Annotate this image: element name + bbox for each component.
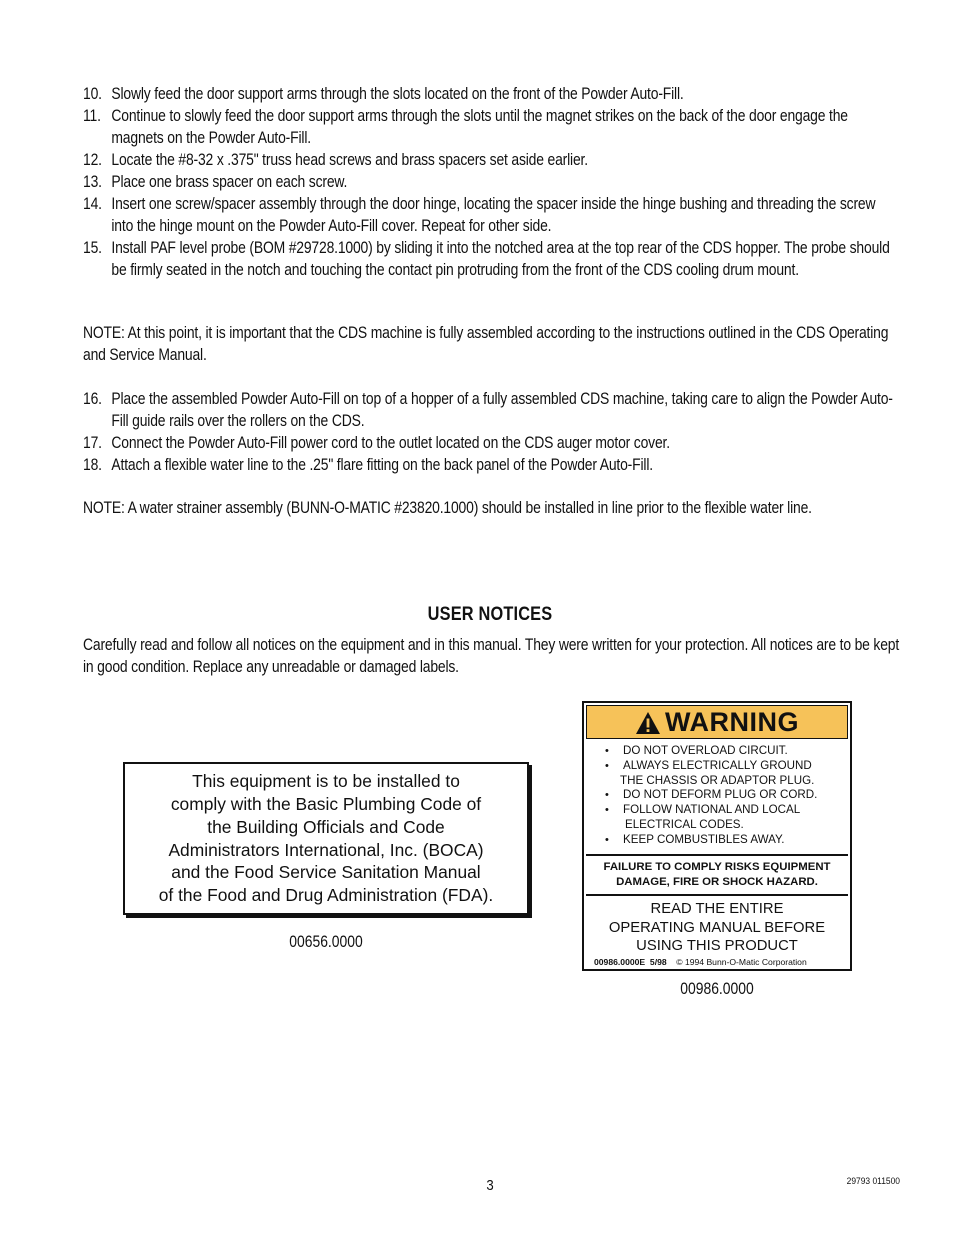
label-line: the Building Officials and Code <box>207 816 445 837</box>
step-text: Install PAF level probe (BOM #29728.1000) by sliding it into the notched area at the top rear of the CDS hopper. The probe should be firmly seated in the notch and touching the contact pin protruding from the front of the CDS cooling drum mount. <box>111 239 890 279</box>
instruction-step <box>83 454 899 476</box>
step-number: 17. <box>83 434 102 452</box>
plumbing-label-part-number: 00656.0000 <box>289 933 363 951</box>
instruction-step <box>83 149 899 171</box>
warning-header <box>586 705 848 739</box>
step-text: Locate the #8-32 x .375" truss head screws and brass spacers set aside earlier. <box>111 151 588 169</box>
section-title: USER NOTICES <box>427 604 553 625</box>
label-footer <box>594 957 807 967</box>
label-date: 5/98 <box>649 957 667 967</box>
step-number: 11. <box>83 107 101 125</box>
user-notices-intro: Carefully read and follow all notices on the equipment and in this manual. They were written for your protection. All notices are to be kept in good condition. Replace any unreadable or damaged labels. <box>83 636 900 676</box>
instruction-step <box>83 388 899 432</box>
instruction-steps-b <box>83 388 899 476</box>
warning-text: DO NOT DEFORM PLUG OR CORD. <box>623 788 818 802</box>
warning-label <box>582 701 852 971</box>
bullet-icon: • <box>605 804 609 817</box>
warning-item <box>590 788 848 803</box>
label-line: comply with the Basic Plumbing Code of <box>170 793 482 814</box>
warning-text: DO NOT OVERLOAD CIRCUIT. <box>623 744 788 757</box>
label-line: of the Food and Drug Administration (FDA). <box>158 885 494 906</box>
read-line: USING THIS PRODUCT <box>636 938 798 955</box>
document-code: 29793 011500 <box>846 1175 900 1186</box>
step-number: 13. <box>83 173 102 191</box>
warning-title: WARNING <box>665 706 799 737</box>
warning-text: KEEP COMBUSTIBLES AWAY. <box>623 832 785 846</box>
step-number: 10. <box>83 85 102 103</box>
alert-triangle-icon <box>635 711 661 735</box>
plumbing-code-label <box>123 762 529 915</box>
failure-statement <box>586 854 848 896</box>
step-number: 12. <box>83 151 102 169</box>
warning-label-part-number: 00986.0000 <box>680 980 754 998</box>
page-number: 3 <box>486 1177 494 1194</box>
step-number: 14. <box>83 195 102 213</box>
bullet-icon: • <box>605 759 609 772</box>
failure-line: DAMAGE, FIRE OR SHOCK HAZARD. <box>616 876 818 888</box>
instruction-step <box>83 83 899 105</box>
step-text: Continue to slowly feed the door support arms through the slots until the magnet strikes on the back of the door engage the magnets on the Powder Auto-Fill. <box>111 107 848 147</box>
instruction-step <box>83 432 899 454</box>
step-text: Place one brass spacer on each screw. <box>111 173 348 191</box>
instruction-step <box>83 193 899 237</box>
warning-list <box>590 744 848 848</box>
instruction-step <box>83 237 899 281</box>
label-copyright: © 1994 Bunn-O-Matic Corporation <box>676 957 807 967</box>
warning-text: FOLLOW NATIONAL AND LOCAL <box>623 803 801 817</box>
bullet-icon: • <box>605 745 609 757</box>
label-code: 00986.0000E <box>594 957 646 967</box>
label-line: Administrators International, Inc. (BOCA) <box>168 839 484 860</box>
warning-item <box>590 833 848 848</box>
step-text: Slowly feed the door support arms through the slots located on the front of the Powder Auto-Fill. <box>111 85 684 103</box>
warning-text: ALWAYS ELECTRICALLY GROUND <box>623 758 812 772</box>
step-text: Insert one screw/spacer assembly through the door hinge, locating the spacer inside the hinge bushing and threading the screw into the hinge mount on the Powder Auto-Fill cover. Repeat for other side. <box>111 195 876 235</box>
bullet-icon: • <box>605 833 609 846</box>
instruction-step <box>83 171 899 193</box>
instruction-steps-a <box>83 83 899 281</box>
warning-text-cont: ELECTRICAL CODES. <box>625 817 744 831</box>
instruction-step <box>83 105 899 149</box>
warning-text-cont: THE CHASSIS OR ADAPTOR PLUG. <box>620 773 815 787</box>
strainer-note: NOTE: A water strainer assembly (BUNN-O-MATIC #23820.1000) should be installed in line prior to the flexible water line. <box>83 499 812 517</box>
step-text: Place the assembled Powder Auto-Fill on top of a hopper of a fully assembled CDS machine, taking care to align the Powder Auto-Fill guide rails over the rollers on the CDS. <box>111 390 893 430</box>
step-number: 16. <box>83 390 102 408</box>
bullet-icon: • <box>605 789 609 802</box>
assembly-note: NOTE: At this point, it is important that the CDS machine is fully assembled according to the instructions outlined in the CDS Operating and Service Manual. <box>83 324 889 364</box>
warning-item <box>590 759 848 789</box>
warning-item <box>590 744 848 759</box>
read-manual-statement <box>586 900 848 956</box>
read-line: READ THE ENTIRE <box>650 901 784 917</box>
plumbing-code-text <box>159 770 493 907</box>
warning-item <box>590 803 848 833</box>
step-number: 15. <box>83 239 102 257</box>
label-line: and the Food Service Sanitation Manual <box>171 862 481 883</box>
step-text: Connect the Powder Auto-Fill power cord to the outlet located on the CDS auger motor cover. <box>111 434 670 452</box>
label-line: This equipment is to be installed to <box>192 771 460 792</box>
read-line: OPERATING MANUAL BEFORE <box>608 919 826 936</box>
failure-line: FAILURE TO COMPLY RISKS EQUIPMENT <box>603 861 831 873</box>
step-text: Attach a flexible water line to the .25" flare fitting on the back panel of the Powder Auto-Fill. <box>111 456 653 474</box>
step-number: 18. <box>83 456 102 474</box>
